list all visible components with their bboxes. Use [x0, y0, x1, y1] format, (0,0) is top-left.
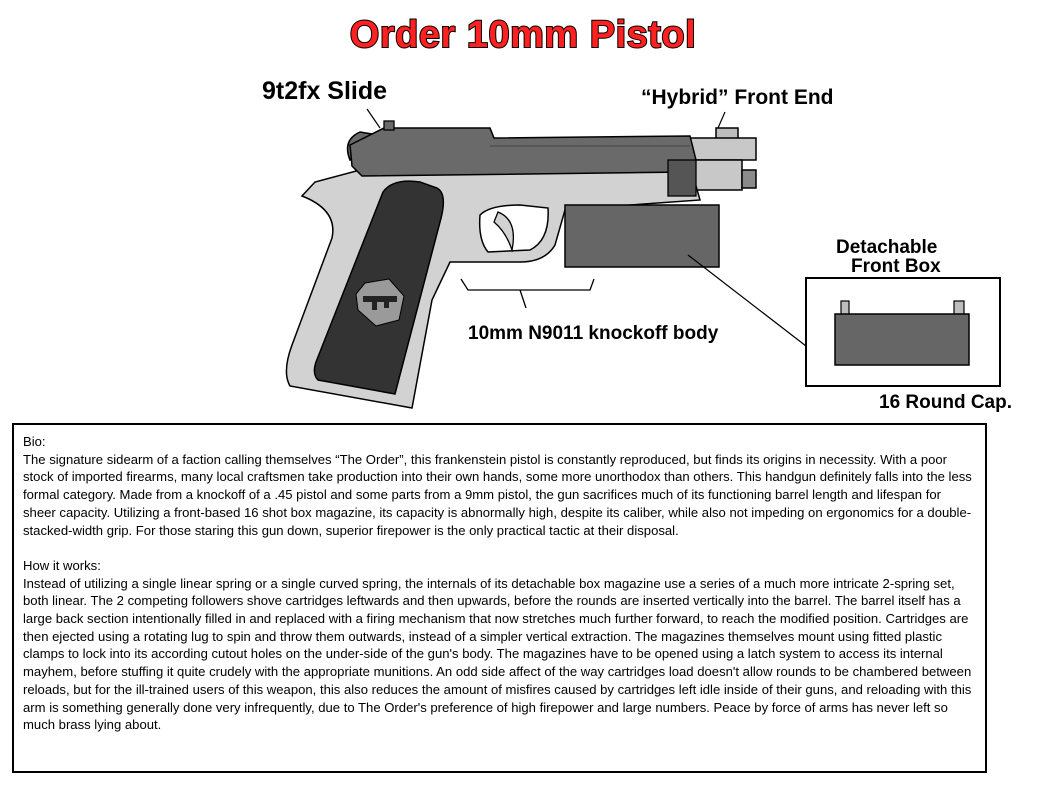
clamp-left — [841, 301, 849, 315]
bio-textbox — [12, 423, 987, 773]
detachable-box-label-line1: Detachable — [836, 237, 938, 258]
detachable-box-label-line2: Front Box — [851, 256, 941, 277]
slide — [350, 128, 696, 176]
rear-sight — [384, 121, 394, 130]
how-it-works-heading: How it works: — [23, 557, 101, 573]
slide-lock — [668, 160, 696, 196]
hybrid-front-end — [690, 128, 756, 190]
clamp-right — [954, 301, 964, 315]
detached-magazine — [835, 314, 969, 365]
capacity-label: 16 Round Cap. — [879, 392, 1013, 413]
front-end-label: “Hybrid” Front End — [641, 86, 834, 109]
how-it-works-text: Instead of utilizing a single linear spring or a single curved spring, the internals of its detachable box magazine use a series of a much more intricate 2-spring set, both linear. The 2 competing followers shove cartridges leftwards and then upwards, before the rounds are inserted vertically into the barrel. The barrel itself has a large back section intentionally filled in and replaced with a firing mechanism that now stretches much further forward, to reach the modified position. Cartridges are then ejected using a rotating lug to spin and throw them outwards, instead of a simpler vertical extraction. The magazines themselves mount using fitted plastic clamps to lock into its according cutout holes on the under-side of the gun's body. The magazines have to be opened using a latch system to access its internal mayhem, before stuffing it quite crudely with the appropriate munitions. An odd side affect of the way cartridges load doesn't allow rounds to be chambered between reloads, but for the ill-trained users of this weapon, this also reduces the amount of misfires caused by cartridges left idle inside of their guns, and reloading with this arm is something generally done very infrequently, due to The Order's preference of high firepower and large numbers. Peace by force of arms has never left so much brass lying about. — [23, 575, 972, 733]
slide-label: 9t2fx Slide — [262, 77, 388, 105]
front-box-magazine — [565, 205, 719, 267]
detachable-box-label — [836, 238, 941, 276]
body-label: 10mm N9011 knockoff body — [468, 323, 719, 344]
trigger-guard — [480, 205, 549, 252]
bio-text: The signature sidearm of a faction calling themselves “The Order”, this frankenstein pistol is constantly reproduced, but finds its origins in necessity. With a poor stock of imported firearms, many local craftsmen take production into their own hands, some more unorthodox than others. This handgun definitely falls into the less formal category. Made from a knockoff of a .45 pistol and some parts from a 9mm pistol, the gun sacrifices much of its functioning barrel length and lifespan for sheer capacity. Utilizing a front-based 16 shot box magazine, its capacity is abnormally high, despite its caliber, while also not impeding on ergonomics for a double-stacked-width grip. For those staring this gun down, superior firepower is the only practical tactic at their disposal. — [23, 451, 972, 538]
body-bracket — [461, 279, 594, 308]
bio-heading: Bio: — [23, 434, 46, 449]
page-title: Order 10mm Pistol — [349, 14, 697, 56]
